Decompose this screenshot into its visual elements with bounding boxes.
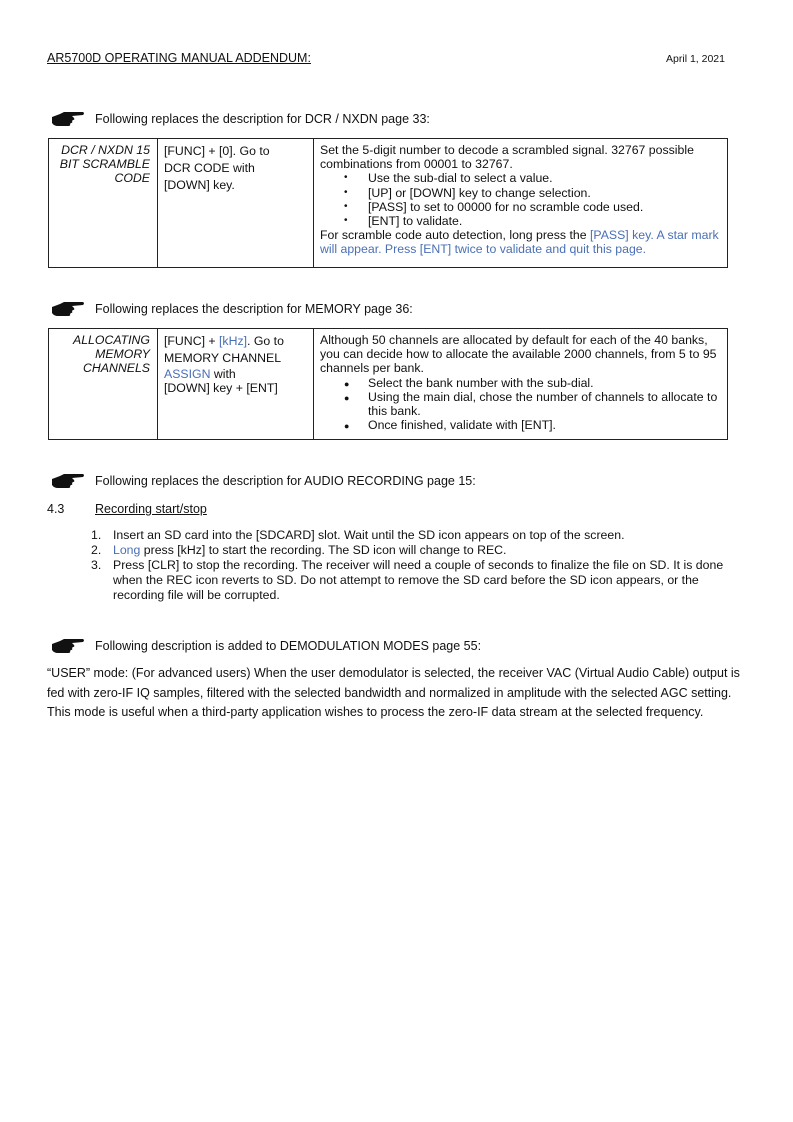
bullet-item: • [PASS] to set to 00000 for no scramble code used.	[368, 200, 721, 214]
section-number: 4.3	[47, 502, 65, 516]
bullet-item: • [UP] or [DOWN] key to change selection.	[368, 186, 721, 200]
step-number: 1.	[91, 528, 102, 542]
param-line: MEMORY	[95, 347, 150, 362]
keys-line: [FUNC] + [0]. Go to	[164, 144, 270, 158]
outro-highlight: [PASS] key. A star mark will appear. Press [ENT] twice to validate and quit this page.	[320, 228, 719, 257]
step-item	[91, 558, 753, 603]
step-text: Insert an SD card into the [SDCARD] slot. Wait until the SD icon appears on top of the screen.	[113, 528, 625, 542]
note-text: Following replaces the description for AUDIO RECORDING page 15:	[95, 474, 476, 488]
note-audio-recording	[50, 470, 476, 492]
keys-line: [DOWN] key + [ENT]	[164, 381, 278, 395]
step-text: press [kHz] to start the recording. The SD icon will change to REC.	[140, 543, 507, 557]
keys-line: [DOWN] key.	[164, 178, 235, 192]
step-text: Press [CLR] to stop the recording. The receiver will need a couple of seconds to finalize the file on SD. It is done when the REC icon reverts to SD. Do not attempt to remove the SD card before the SD icon appears, or the recording file will be corrupted.	[113, 558, 724, 602]
keys-text: [FUNC] +	[164, 334, 219, 348]
param-line: DCR / NXDN 15	[61, 143, 150, 157]
user-mode-paragraph: “USER” mode: (For advanced users) When the user demodulator is selected, the receiver VAC (Virtual Audio Cable) output is fed with zero-IF IQ samples, filtered with the selected bandwidth and normalized in amplitude with the selected AGC setting. This mode is useful when a third-party application wishes to process the zero-IF data stream at the selected frequency.	[47, 666, 740, 719]
note-demodulation	[50, 635, 481, 657]
dcr-description-cell	[314, 139, 728, 268]
param-line: ALLOCATING	[73, 333, 150, 347]
memory-bullet-list	[320, 376, 721, 433]
pointing-hand-icon	[50, 298, 86, 320]
dcr-param-cell	[49, 139, 158, 268]
dcr-bullet-list	[320, 171, 721, 228]
step-number: 2.	[91, 543, 102, 557]
param-line: BIT SCRAMBLE	[59, 157, 150, 172]
step-item	[91, 528, 753, 543]
pointing-hand-icon	[50, 108, 86, 130]
keys-text: with	[210, 367, 236, 381]
section-heading	[47, 502, 207, 516]
memory-table	[48, 328, 728, 440]
keys-highlight: ASSIGN	[164, 367, 211, 381]
param-line: CODE	[114, 171, 150, 186]
memory-description-cell	[314, 329, 728, 440]
bullet-item: • [ENT] to validate.	[368, 214, 721, 228]
description-intro: Although 50 channels are allocated by default for each of the 40 banks, you can decide how to allocate the available 2000 channels, from 5 to 95 channels per bank.	[320, 333, 717, 376]
description-outro	[320, 228, 721, 256]
note-dcr	[50, 108, 430, 130]
bullet-item: ● Once finished, validate with [ENT].	[368, 418, 721, 432]
memory-keys-cell	[158, 329, 314, 440]
step-item	[91, 543, 753, 558]
memory-param-cell	[49, 329, 158, 440]
keys-line	[164, 367, 307, 381]
note-text: Following replaces the description for MEMORY page 36:	[95, 302, 413, 316]
note-text: Following replaces the description for DCR / NXDN page 33:	[95, 112, 430, 126]
pointing-hand-icon	[50, 635, 86, 657]
keys-line: DCR CODE with	[164, 161, 255, 175]
recording-steps	[91, 528, 753, 603]
section-title: Recording start/stop	[95, 502, 207, 516]
dcr-keys-cell	[158, 139, 314, 268]
pointing-hand-icon	[50, 470, 86, 492]
dcr-table	[48, 138, 728, 268]
note-memory	[50, 298, 413, 320]
keys-text: . Go to	[247, 334, 284, 348]
outro-text: For scramble code auto detection, long press the	[320, 228, 590, 243]
param-line: CHANNELS	[83, 361, 150, 376]
document-title: AR5700D OPERATING MANUAL ADDENDUM:	[47, 51, 311, 65]
step-number: 3.	[91, 558, 102, 572]
keys-line	[164, 333, 307, 350]
keys-highlight: [kHz]	[219, 334, 248, 348]
document-date: April 1, 2021	[666, 53, 725, 65]
bullet-item: ● Select the bank number with the sub-dial.	[368, 376, 721, 390]
step-highlight: Long	[113, 543, 141, 557]
keys-line: MEMORY CHANNEL	[164, 351, 282, 365]
description-intro: Set the 5-digit number to decode a scrambled signal. 32767 possible combinations from 00001 to 32767.	[320, 143, 694, 172]
bullet-item: ● Using the main dial, chose the number of channels to allocate to this bank.	[368, 390, 721, 418]
bullet-item: • Use the sub-dial to select a value.	[368, 171, 721, 185]
note-text: Following description is added to DEMODULATION MODES page 55:	[95, 639, 482, 653]
